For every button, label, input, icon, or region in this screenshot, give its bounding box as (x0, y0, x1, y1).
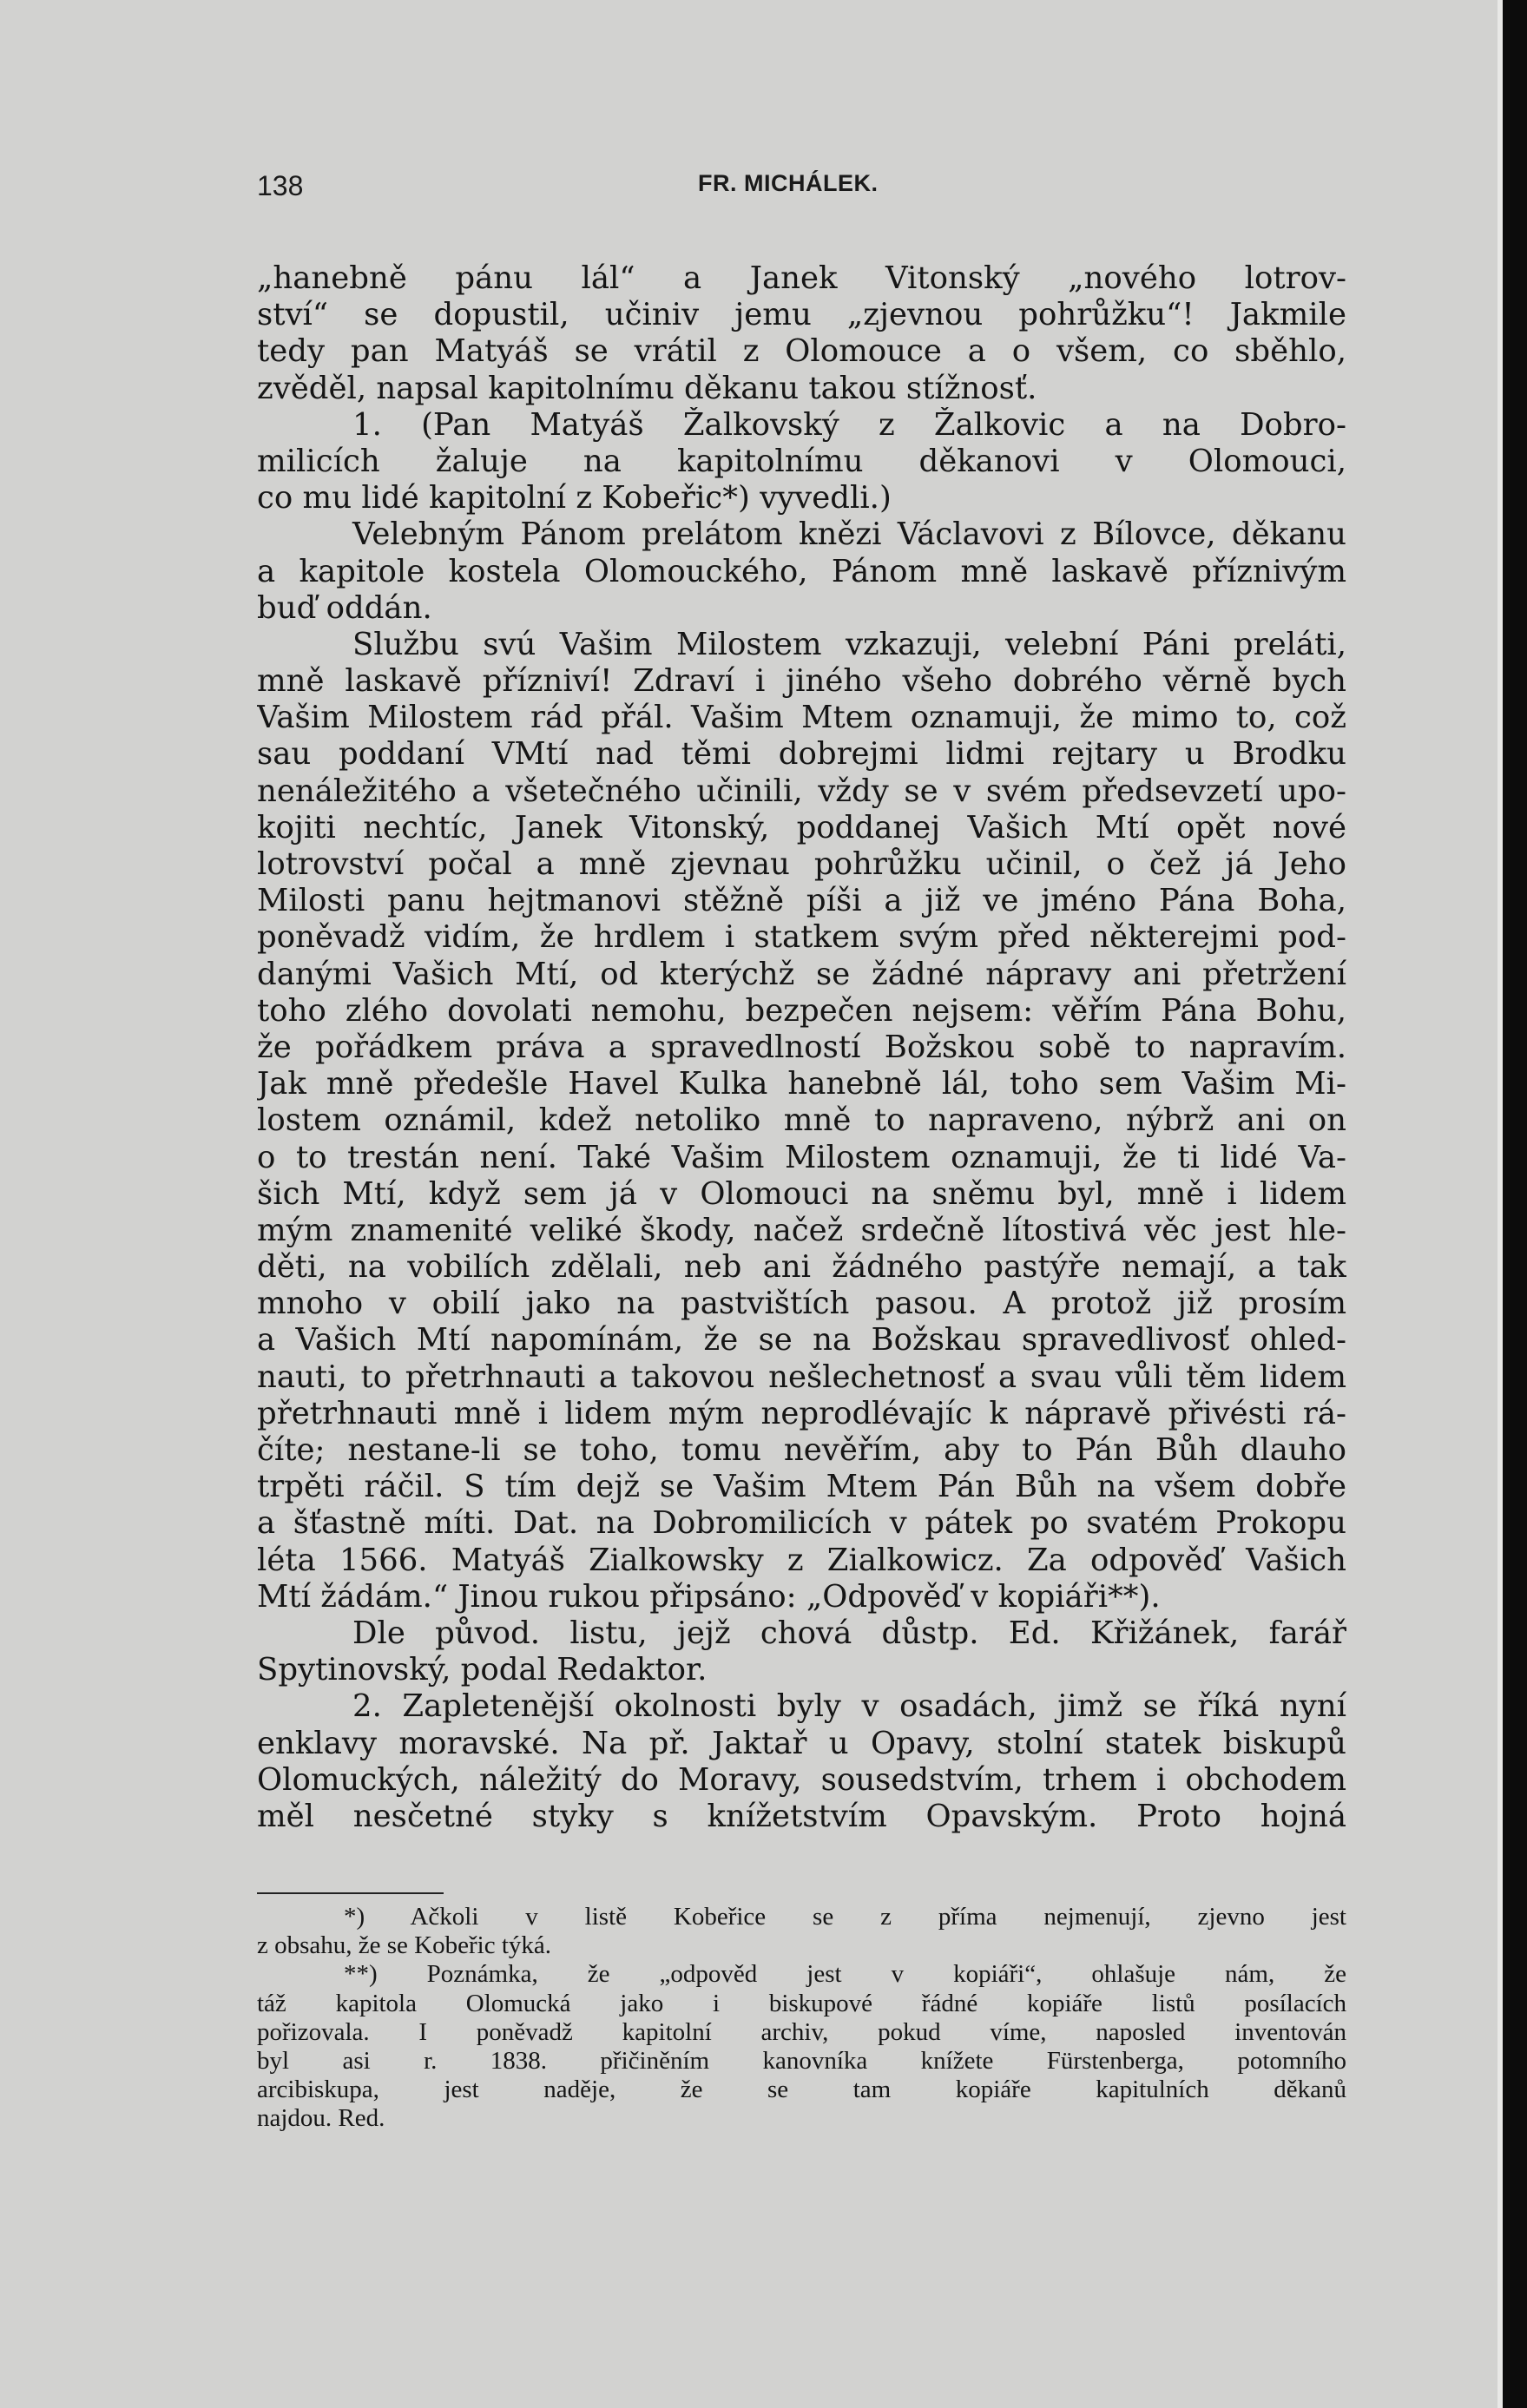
letter-heading-line: milicích žaluje na kapitolnímu děkanovi v Olomouci, (257, 443, 1346, 479)
text-line: Milosti panu hejtmanovi stěžně píši a již ve jméno Pána Boha, (257, 883, 1346, 919)
text-line: mým znamenité veliké škody, načež srdečně lítostivá věc jest hle- (257, 1212, 1346, 1248)
footnote-line: arcibiskupa, jest naděje, že se tam kopiáře kapitulních děkanů (257, 2076, 1346, 2104)
text-line: zvěděl, napsal kapitolnímu děkanu takou stížnosť. (257, 370, 1037, 406)
text-line: že pořádkem práva a spravedlností Božskou sobě to napravím. (257, 1029, 1346, 1065)
text-line: lotrovství počal a mně zjevnau pohrůžku učinil, o čež já Jeho (257, 846, 1346, 882)
letter-heading-line: 1. (Pan Matyáš Žalkovský z Žalkovic a na Dobro- (352, 406, 1346, 443)
text-line: poněvadž vidím, že hrdlem i statkem svým před některejmi pod- (257, 919, 1346, 956)
footnote-line: *) Ačkoli v listě Kobeřice se z příma nejmenují, zjevno jest (344, 1903, 1346, 1931)
text-line: Vašim Milostem rád přál. Vašim Mtem oznamuji, že mimo to, což (257, 700, 1346, 736)
text-line: a kapitole kostela Olomouckého, Pánom mně laskavě příznivým (257, 553, 1346, 589)
text-line: číte; nestane-li se toho, tomu nevěřím, aby to Pán Bůh dlauho (257, 1432, 1346, 1468)
text-line: lostem oznámil, kdež netoliko mně to napraveno, nýbrž ani on (257, 1102, 1346, 1139)
page-edge (1497, 0, 1503, 2408)
text-line: toho zlého dovolati nemohu, bezpečen nejsem: věřím Pána Bohu, (257, 992, 1346, 1029)
text-line: sau poddaní VMtí nad těmi dobrejmi lidmi rejtary u Brodku (257, 736, 1346, 773)
text-line: mně laskavě přízniví! Zdraví i jiného všeho dobrého věrně bych (257, 663, 1346, 700)
source-note-line: Dle původ. listu, jejž chová důstp. Ed. Křižánek, farář (352, 1615, 1346, 1651)
text-line: tedy pan Matyáš se vrátil z Olomouce a o všem, co sběhlo, (257, 333, 1346, 370)
text-line: přetrhnauti mně i lidem mým neprodlévajíc k nápravě přivésti rá- (257, 1395, 1346, 1431)
text-line: léta 1566. Matyáš Zialkowsky z Zialkowicz. Za odpověď Vašich (257, 1542, 1346, 1578)
text-line: měl nesčetné styky s knížetstvím Opavským. Proto hojná (257, 1798, 1346, 1834)
footnote-divider (257, 1892, 444, 1894)
footnote-line: z obsahu, že se Kobeřic týká. (257, 1931, 552, 1960)
page-number: 138 (257, 170, 304, 201)
text-line: nauti, to přetrhnauti a takovou nešlechetnosť a svau vůli těm lidem (257, 1359, 1346, 1395)
text-line: kojiti nechtíc, Janek Vitonský, poddanej Vašich Mtí opět nové (257, 809, 1346, 845)
text-line: buď oddán. (257, 589, 432, 626)
footnote-line: táž kapitola Olomucká jako i biskupové řádné kopiáře listů posílacích (257, 1989, 1346, 2017)
text-line: Velebným Pánom prelátom knězi Václavovi z Bílovce, děkanu (352, 516, 1346, 553)
text-line: ství“ se dopustil, učiniv jemu „zjevnou pohrůžku“! Jakmile (257, 297, 1346, 333)
text-line: a šťastně míti. Dat. na Dobromilicích v pátek po svatém Prokopu (257, 1505, 1346, 1542)
footnote-line: najdou. Red. (257, 2104, 385, 2133)
page-header (257, 170, 1346, 208)
text-line: 2. Zapletenější okolnosti byly v osadách, jimž se říká nyní (352, 1688, 1346, 1725)
text-line: mnoho v obilí jako na pastvištích pasou. A protož již prosím (257, 1286, 1346, 1322)
text-line: děti, na vobilích zdělali, neb ani žádného pastýře nemají, a tak (257, 1249, 1346, 1286)
running-title: FR. MICHÁLEK. (698, 170, 879, 196)
source-note-line: Spytinovský, podal Redaktor. (257, 1652, 708, 1688)
text-line: „hanebně pánu lál“ a Janek Vitonský „nového lotrov- (257, 260, 1346, 296)
text-line: a Vašich Mtí napomínám, že se na Božskau spravedlivosť ohled- (257, 1322, 1346, 1359)
text-line: trpěti ráčil. S tím dejž se Vašim Mtem Pán Bůh na všem dobře (257, 1469, 1346, 1505)
text-line: enklavy moravské. Na př. Jaktař u Opavy, stolní statek biskupů (257, 1725, 1346, 1761)
footnote-line: pořizovala. I poněvadž kapitolní archiv, pokud víme, naposled inventován (257, 2017, 1346, 2046)
main-text (257, 260, 1346, 1835)
footnotes (257, 1903, 1346, 2134)
text-line: Mtí žádám.“ Jinou rukou připsáno: „Odpověď v kopiáři**). (257, 1578, 1161, 1615)
text-line: Službu svú Vašim Milostem vzkazuji, velební Páni preláti, (352, 626, 1346, 662)
text-line: o to trestán není. Také Vašim Milostem oznamuji, že ti lidé Va- (257, 1139, 1346, 1175)
letter-heading-line: co mu lidé kapitolní z Kobeřic*) vyvedli.) (257, 480, 892, 516)
text-line: danými Vašich Mtí, od kterýchž se žádné nápravy ani přetržení (257, 956, 1346, 992)
footnote-line: byl asi r. 1838. přičiněním kanovníka knížete Fürstenberga, potomního (257, 2046, 1346, 2075)
text-line: Olomuckých, náležitý do Moravy, sousedstvím, trhem i obchodem (257, 1761, 1346, 1798)
text-line: šich Mtí, když sem já v Olomouci na sněmu byl, mně i lidem (257, 1175, 1346, 1212)
text-line: nenáležitého a všetečného učinili, vždy se v svém předsevzetí upo- (257, 773, 1346, 809)
footnote-line: **) Poznámka, že „odpověd jest v kopiáři“, ohlašuje nám, že (344, 1960, 1346, 1989)
text-line: Jak mně předešle Havel Kulka hanebně lál, toho sem Vašim Mi- (257, 1066, 1346, 1102)
